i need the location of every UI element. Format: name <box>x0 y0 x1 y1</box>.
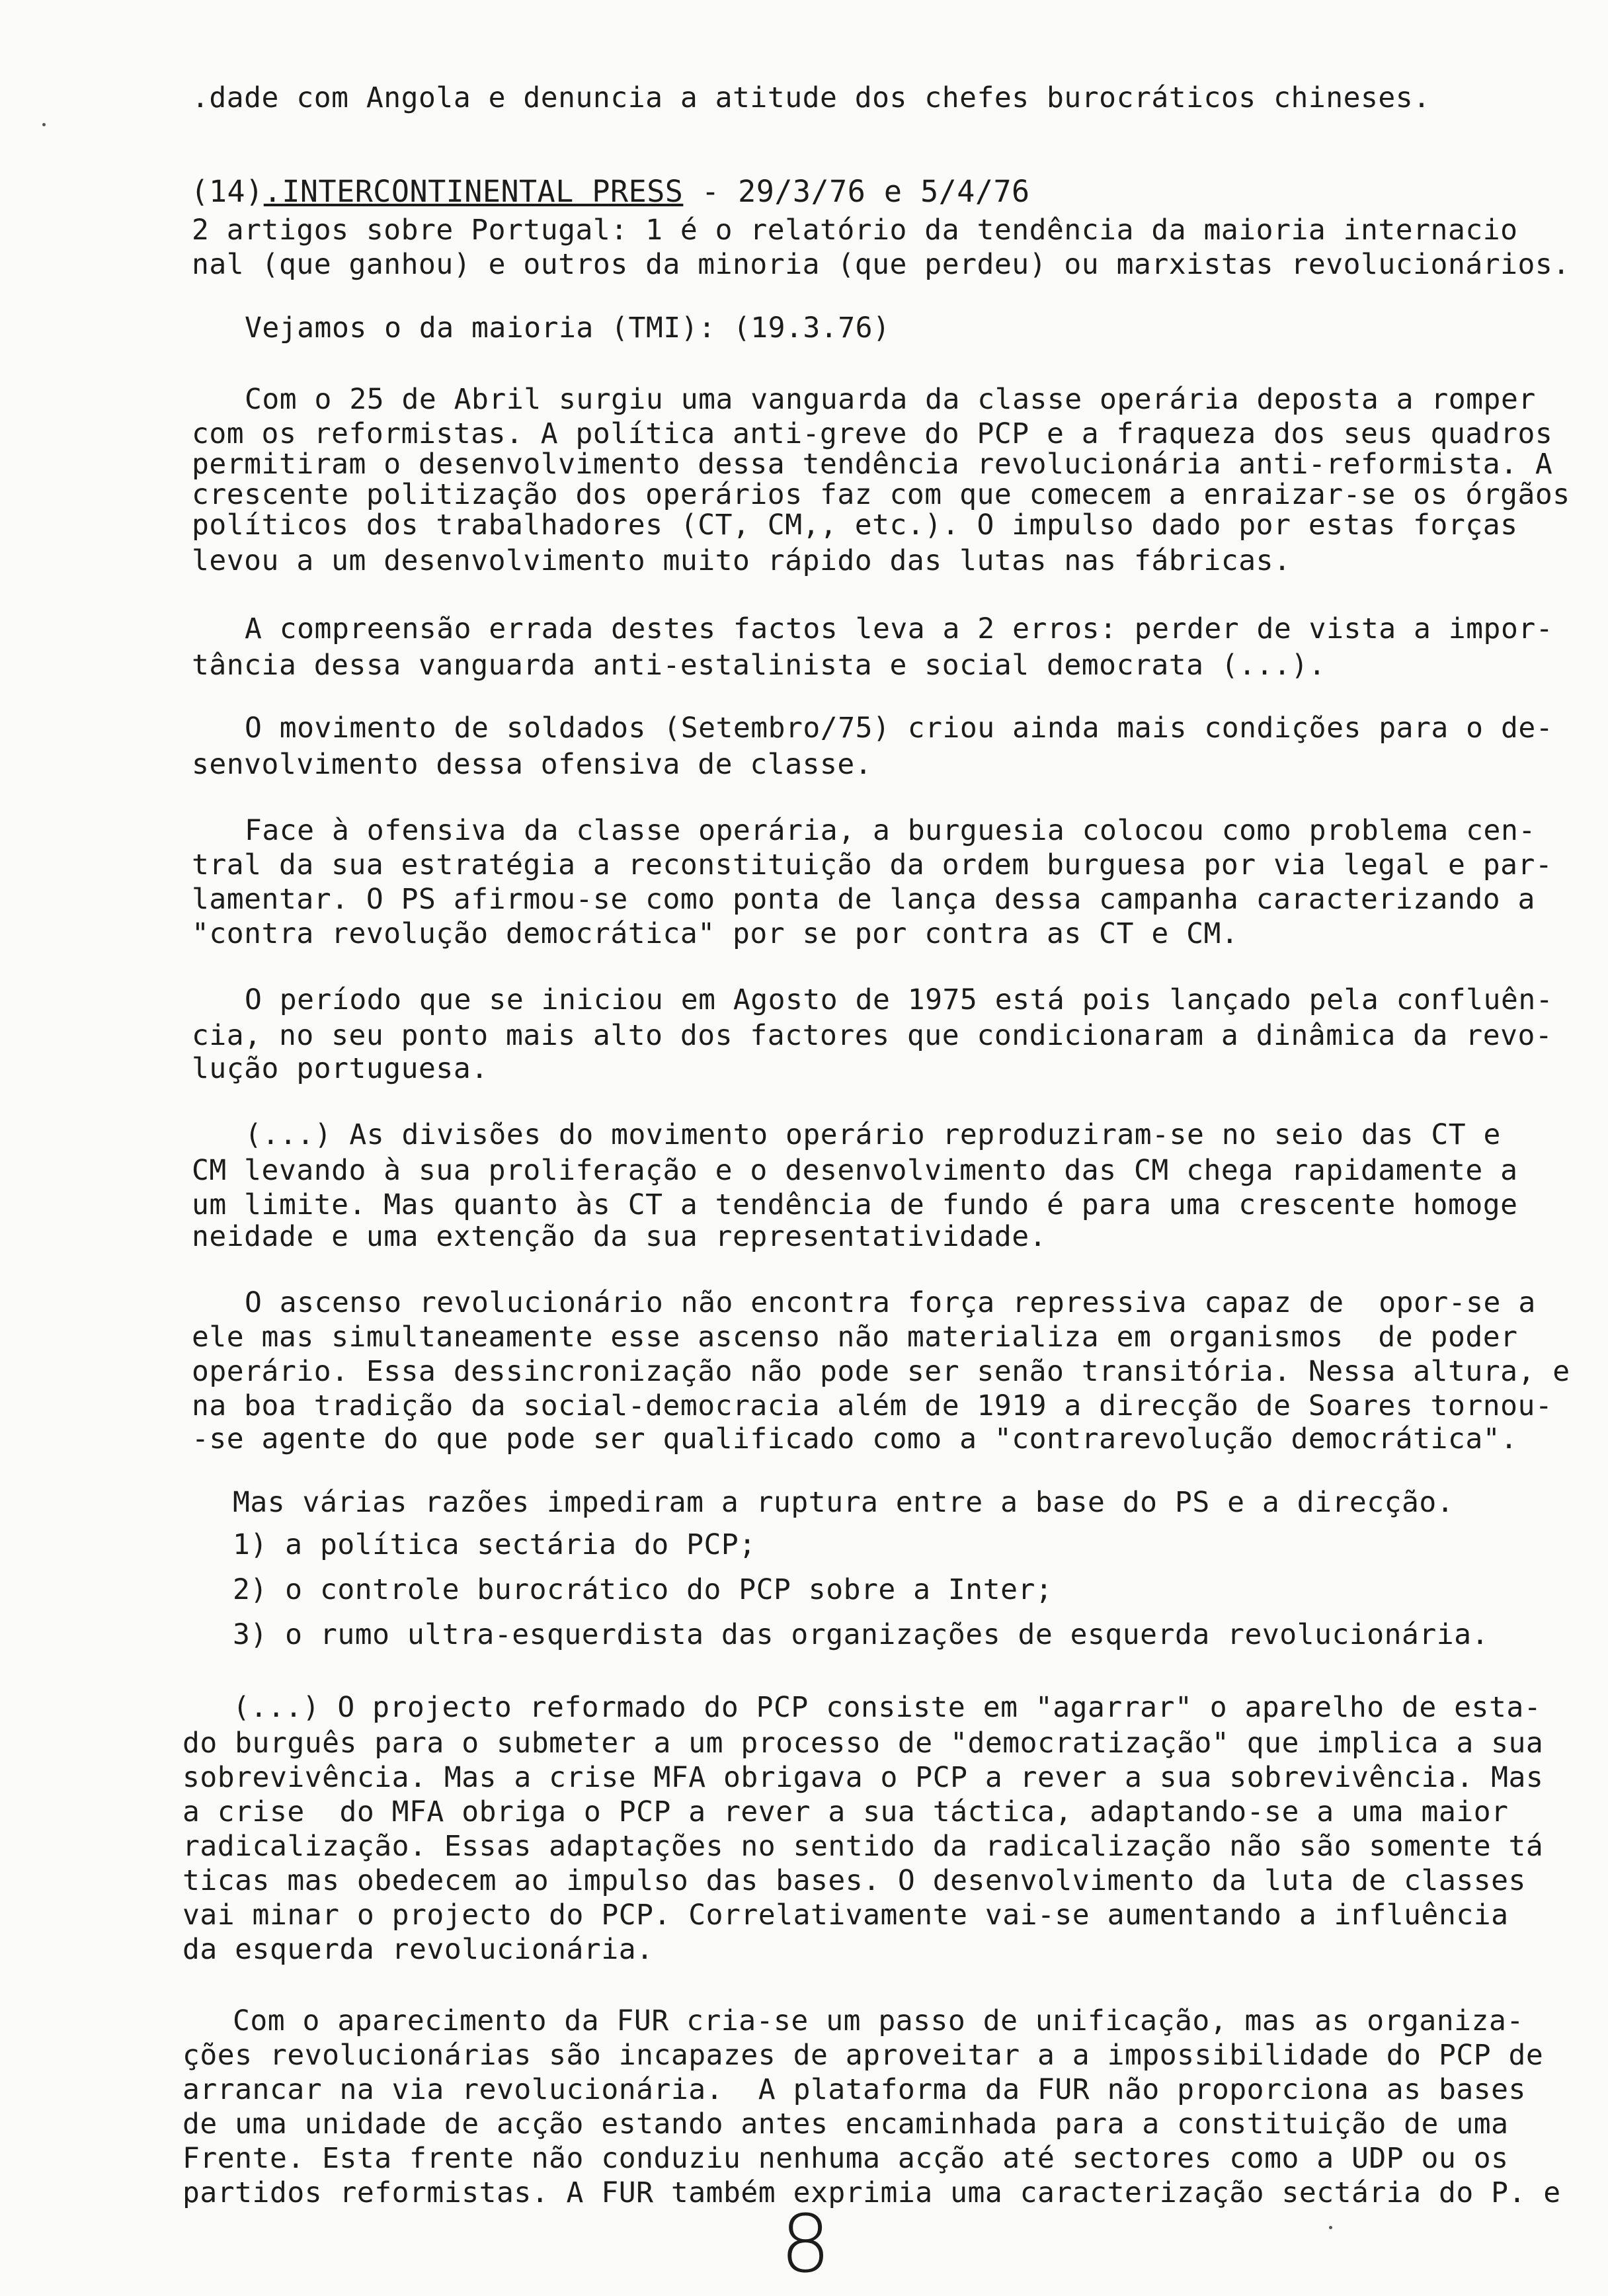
paragraph-line: tância dessa vanguarda anti-estalinista e social democrata (...). <box>192 649 1326 682</box>
paragraph-line: (...) O projecto reformado do PCP consiste em "agarrar" o aparelho de esta- <box>233 1691 1542 1724</box>
paragraph-line: lução portuguesa. <box>192 1052 489 1085</box>
paragraph-line: cia, no seu ponto mais alto dos factores que condicionaram a dinâmica da revo- <box>192 1019 1553 1052</box>
paragraph-line: Face à ofensiva da classe operária, a burguesia colocou como problema cen- <box>245 814 1536 847</box>
paragraph-line: Com o 25 de Abril surgiu uma vanguarda da classe operária deposta a romper <box>245 383 1536 416</box>
paragraph-line: Frente. Esta frente não conduziu nenhuma acção até sectores como a UDP ou os <box>182 2142 1509 2175</box>
paragraph-line: O período que se iniciou em Agosto de 1975 está pois lançado pela confluên- <box>245 983 1554 1016</box>
paragraph-line: arrancar na via revolucionária. A plataforma da FUR não proporciona as bases <box>182 2073 1526 2106</box>
paragraph-line: a crise do MFA obriga o PCP a rever a sua táctica, adaptando-se a uma maior <box>182 1795 1509 1828</box>
paragraph-line: um limite. Mas quanto às CT a tendência de fundo é para uma crescente homoge <box>192 1188 1518 1221</box>
paragraph-line: permitiram o desenvolvimento dessa tendência revolucionária anti-reformista. A <box>192 448 1553 481</box>
paragraph-line: "contra revolução democrática" por se por contra as CT e CM. <box>192 917 1239 950</box>
paragraph-line: ções revolucionárias são incapazes de aproveitar a a impossibilidade do PCP de <box>182 2039 1544 2072</box>
top-line: .dade com Angola e denuncia a atitude dos chefes burocráticos chineses. <box>192 81 1431 114</box>
paragraph-line: partidos reformistas. A FUR também exprimia uma caracterização sectária do P. e <box>182 2176 1561 2209</box>
intro-line: 2 artigos sobre Portugal: 1 é o relatório da tendência da maioria internacio <box>192 214 1518 247</box>
paragraph-line: ticas mas obedecem ao impulso das bases. O desenvolvimento da luta de classes <box>182 1864 1526 1897</box>
reference-number: (14) <box>190 174 264 209</box>
paragraph-line: ele mas simultaneamente esse ascenso não materializa em organismos de poder <box>192 1321 1518 1354</box>
reason-item: 1) a política sectária do PCP; <box>233 1528 756 1561</box>
paragraph-line: tral da sua estratégia a reconstituição da ordem burguesa por via legal e par- <box>192 848 1553 882</box>
paragraph-line: vai minar o projecto do PCP. Correlativamente vai-se aumentando a influência <box>182 1899 1509 1932</box>
paragraph-line: lamentar. O PS afirmou-se como ponta de lança dessa campanha caracterizando a <box>192 883 1535 916</box>
paper-speck <box>42 123 46 126</box>
paragraph-line: neidade e uma extenção da sua representatividade. <box>192 1220 1047 1253</box>
intro-line: nal (que ganhou) e outros da minoria (que perdeu) ou marxistas revolucionários. <box>192 248 1570 281</box>
paragraph-line: senvolvimento dessa ofensiva de classe. <box>192 748 873 781</box>
page-number: 8 <box>780 2199 831 2291</box>
paragraph-line: crescente politização dos operários faz com que comecem a enraizar-se os órgãos <box>192 478 1570 511</box>
paper-speck <box>1329 2226 1332 2229</box>
reference-dates: - 29/3/76 e 5/4/76 <box>683 174 1030 209</box>
sub-heading: Vejamos o da maioria (TMI): (19.3.76) <box>245 311 891 345</box>
paragraph-line: operário. Essa dessincronização não pode ser senão transitória. Nessa altura, e <box>192 1355 1570 1388</box>
reference-source: .INTERCONTINENTAL PRESS <box>263 174 684 209</box>
paragraph-line: O ascenso revolucionário não encontra força repressiva capaz de opor-se a <box>245 1286 1536 1319</box>
reason-item: 3) o rumo ultra-esquerdista das organizações de esquerda revolucionária. <box>233 1618 1489 1651</box>
paragraph-line: CM levando à sua proliferação e o desenvolvimento das CM chega rapidamente a <box>192 1154 1518 1187</box>
reason-item: 2) o controle burocrático do PCP sobre a Inter; <box>233 1573 1053 1606</box>
paragraph-line: O movimento de soldados (Setembro/75) criou ainda mais condições para o de- <box>245 712 1554 745</box>
paragraph-line: (...) As divisões do movimento operário reproduziram-se no seio das CT e <box>245 1118 1501 1151</box>
paragraph-line: de uma unidade de acção estando antes encaminhada para a constituição de uma <box>182 2108 1509 2141</box>
paragraph-line: na boa tradição da social-democracia além de 1919 a direcção de Soares tornou- <box>192 1389 1553 1422</box>
paragraph-line: Com o aparecimento da FUR cria-se um passo de unificação, mas as organiza- <box>233 2004 1524 2037</box>
paragraph-line: da esquerda revolucionária. <box>182 1933 654 1966</box>
paragraph-line: políticos dos trabalhadores (CT, CM,, etc.). O impulso dado por estas forças <box>192 509 1518 542</box>
paragraph-line: levou a um desenvolvimento muito rápido das lutas nas fábricas. <box>192 544 1291 577</box>
paragraph-line: -se agente do que pode ser qualificado como a "contrarevolução democrática". <box>192 1422 1518 1456</box>
paragraph-line: A compreensão errada destes factos leva a 2 erros: perder de vista a impor- <box>245 612 1554 645</box>
paragraph-line: com os reformistas. A política anti-greve do PCP e a fraqueza dos seus quadros <box>192 417 1553 450</box>
paragraph-line: sobrevivência. Mas a crise MFA obrigava o PCP a rever a sua sobrevivência. Mas <box>182 1761 1544 1794</box>
paragraph-line: radicalização. Essas adaptações no sentido da radicalização não são somente tá <box>182 1830 1544 1863</box>
reasons-intro: Mas várias razões impediram a ruptura entre a base do PS e a direcção. <box>233 1486 1455 1519</box>
paragraph-line: do burguês para o submeter a um processo de "democratização" que implica a sua <box>182 1727 1544 1760</box>
